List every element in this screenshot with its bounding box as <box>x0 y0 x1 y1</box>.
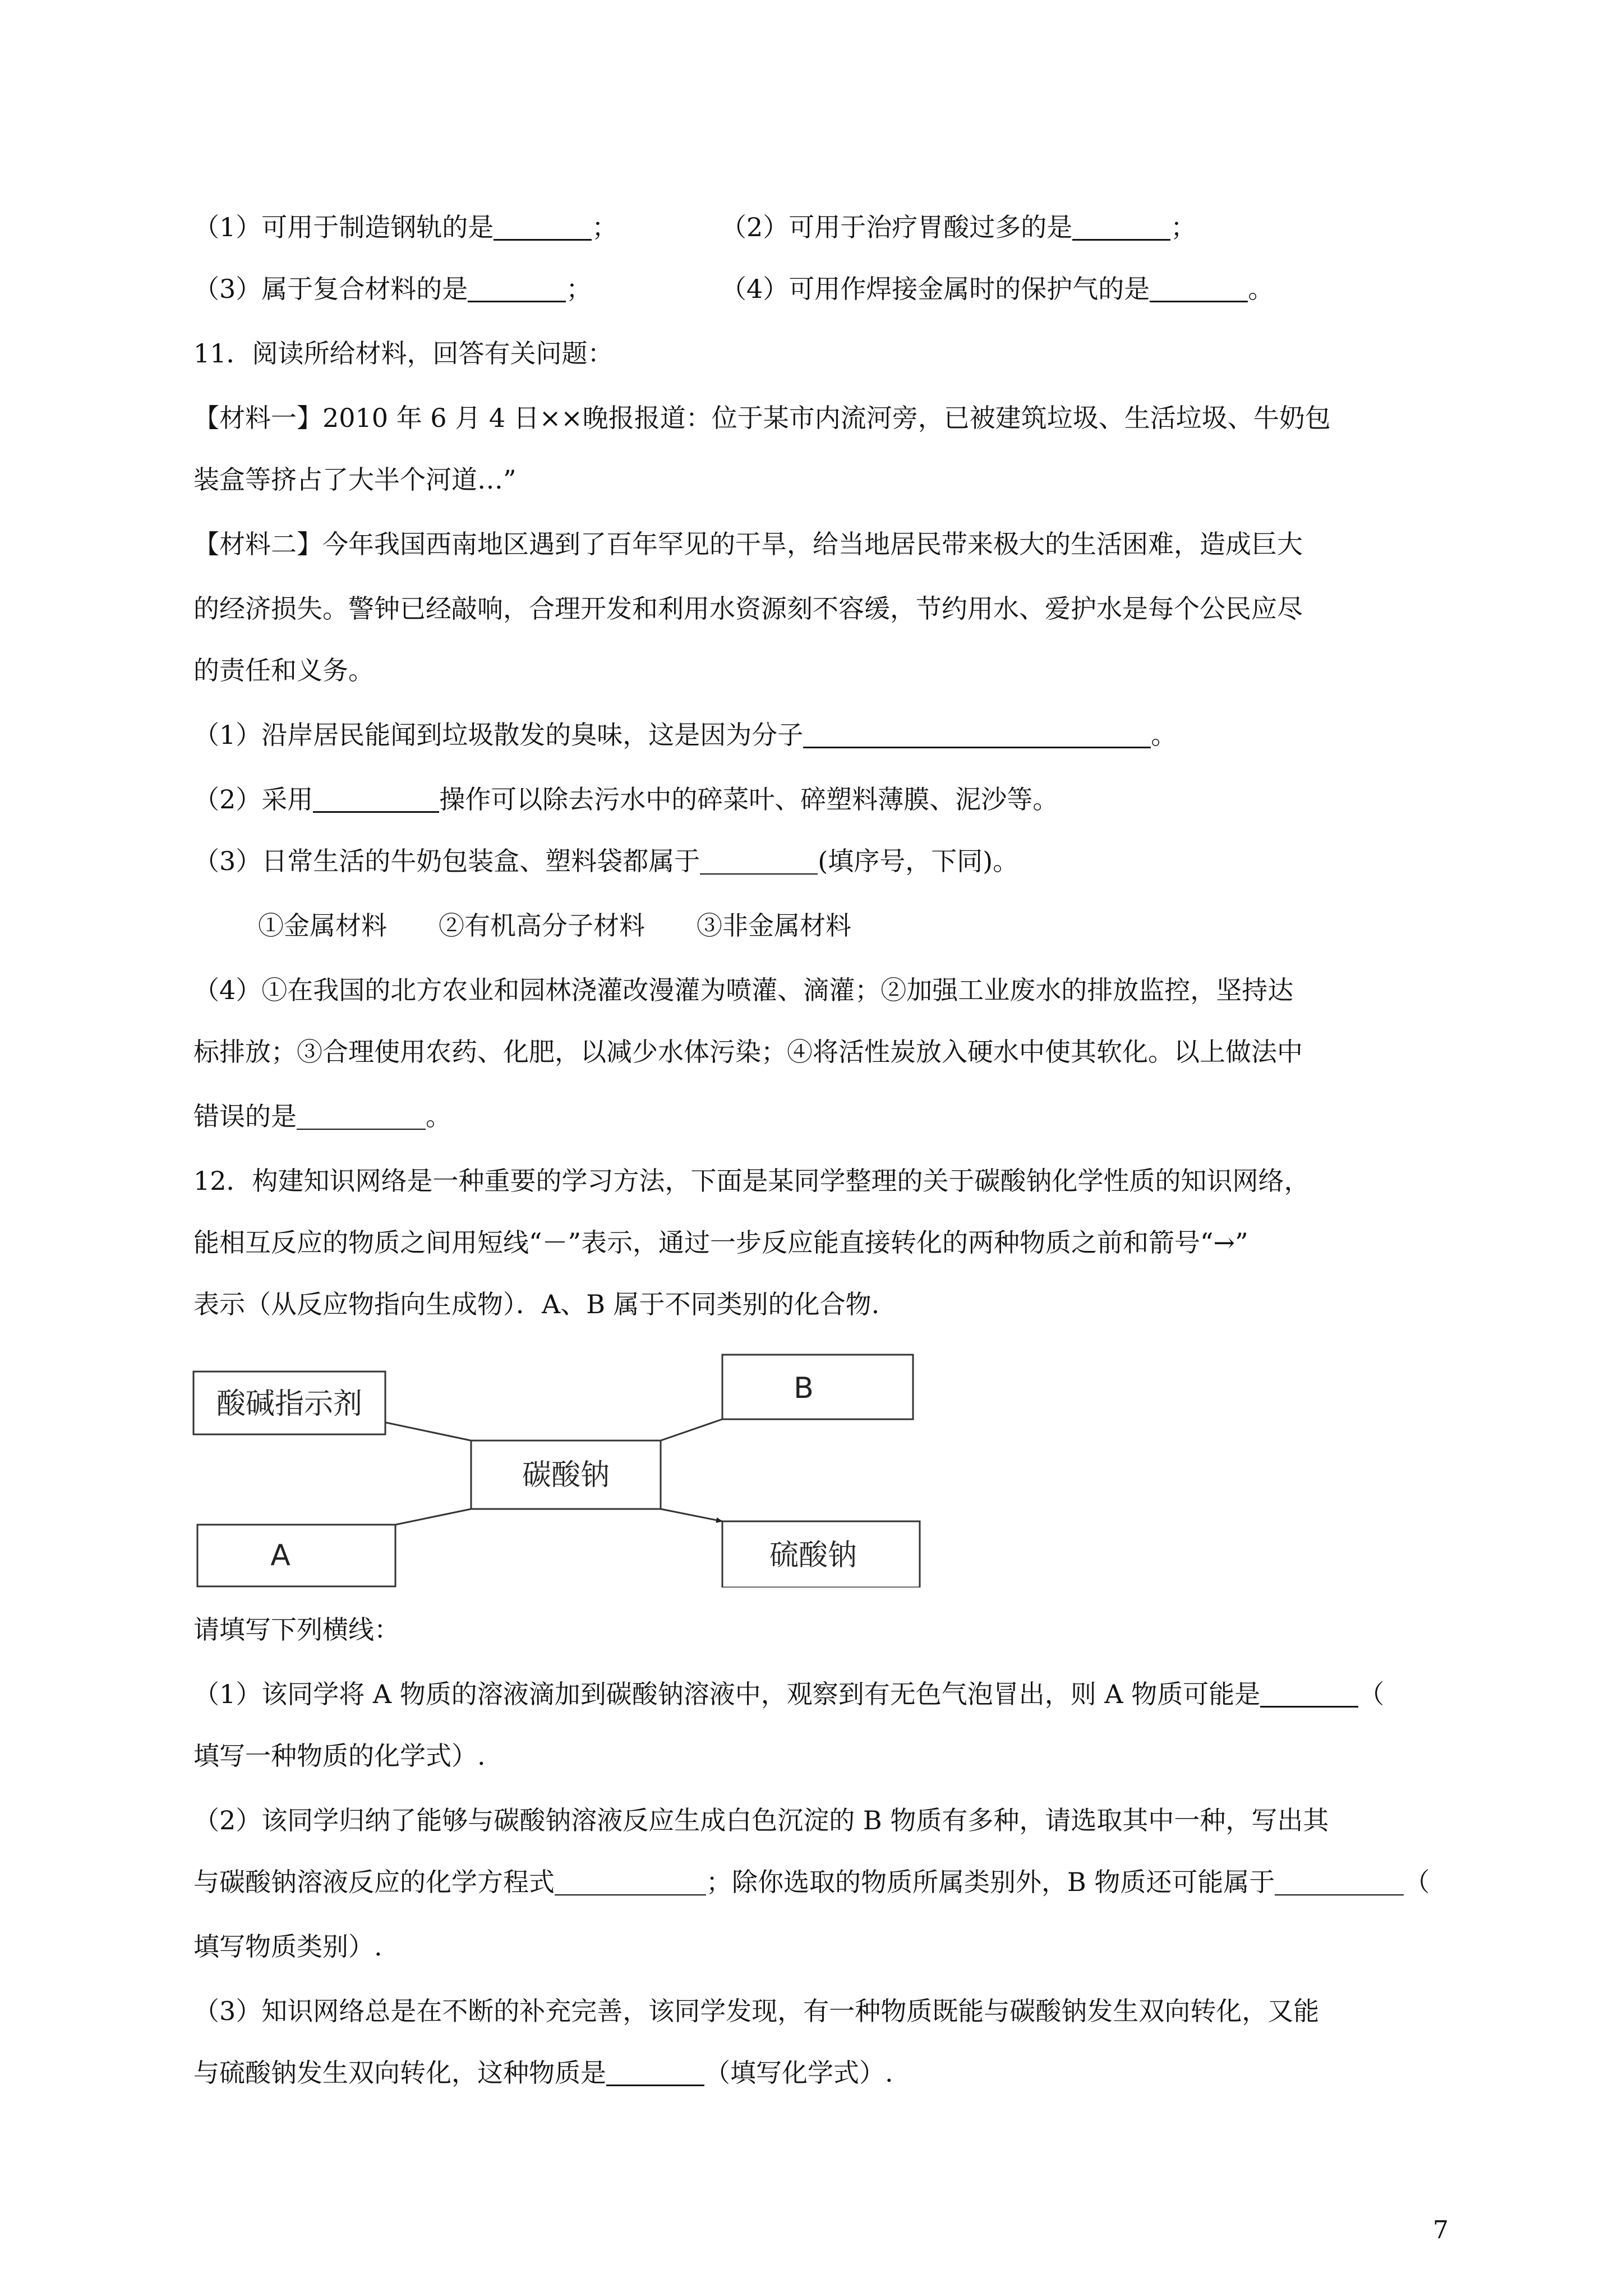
q12-intro-line-1: 12．构建知识网络是一种重要的学习方法，下面是某同学整理的关于碳酸钠化学性质的知识网络， <box>193 1166 1310 1196</box>
q12-blank-1[interactable] <box>1260 1680 1358 1708</box>
q10-item-3-text: （3）属于复合材料的是 <box>193 274 468 304</box>
q10-item-1-text: （1）可用于制造钢轨的是 <box>193 212 494 242</box>
q11-sub-1-end: 。 <box>1151 720 1177 750</box>
q11-blank-2[interactable] <box>313 785 439 813</box>
q11-option-1: ①金属材料 <box>258 910 387 941</box>
q11-sub-4-line-3 <box>193 1101 451 1132</box>
q12-sub-2-text-a: 与碳酸钠溶液反应的化学方程式 <box>193 1867 555 1897</box>
q12-sub-2-end: （ <box>1404 1867 1430 1897</box>
box-product-label: 硫酸钠 <box>769 1539 857 1572</box>
q10-item-4 <box>721 274 1274 305</box>
q10-blank-2[interactable] <box>1072 213 1170 241</box>
q11-options <box>258 910 851 941</box>
q11-option-2: ②有机高分子材料 <box>439 910 645 941</box>
box-center-label: 碳酸钠 <box>522 1458 610 1492</box>
box-a <box>197 1525 395 1586</box>
q11-blank-3[interactable] <box>700 848 818 875</box>
q12-sub-1-line-1 <box>193 1679 1384 1710</box>
q12-sub-3-line-2 <box>193 2058 893 2088</box>
q11-sub-3-text-a: （3）日常生活的牛奶包装盒、塑料袋都属于 <box>193 846 700 876</box>
q10-blank-1[interactable] <box>494 213 592 241</box>
q12-blank-4[interactable] <box>606 2059 704 2086</box>
link-a-center <box>395 1509 471 1525</box>
q12-sub-2-line-1: （2）该同学归纳了能够与碳酸钠溶液反应生成白色沉淀的 B 物质有多种，请选取其中一种，写出其 <box>193 1805 1329 1835</box>
box-b-label: B <box>794 1372 814 1405</box>
q10-item-2-end: ； <box>1170 212 1197 242</box>
q11-sub-4-text: 错误的是 <box>193 1101 297 1131</box>
q10-blank-3[interactable] <box>468 275 566 302</box>
q11-blank-1[interactable] <box>803 721 1151 748</box>
q11-sub-1 <box>193 720 1177 751</box>
q11-sub-2 <box>193 784 1058 815</box>
q12-blank-3[interactable] <box>1275 1869 1404 1895</box>
q11-material-1-line-1: 【材料一】2010 年 6 月 4 日××晚报报道：位于某市内流河旁，已被建筑垃圾、生活垃圾、牛奶包 <box>193 403 1331 433</box>
q11-sub-4-line-2: 标排放；③合理使用农药、化肥，以减少水体污染；④将活性炭放入硬水中使其软化。以上做法中 <box>193 1037 1303 1067</box>
q12-sub-2-text-b: ；除你选取的物质所属类别外，B 物质还可能属于 <box>706 1867 1275 1897</box>
q12-sub-1-end: （ <box>1358 1679 1385 1709</box>
q12-sub-1-line-2: 填写一种物质的化学式）. <box>193 1741 486 1771</box>
box-indicator <box>193 1372 385 1434</box>
q11-sub-2-text-a: （2）采用 <box>193 784 313 815</box>
q12-sub-2-line-2 <box>193 1867 1430 1898</box>
knowledge-network-diagram <box>191 1341 937 1588</box>
q10-item-2-text: （2）可用于治疗胃酸过多的是 <box>721 212 1073 242</box>
link-center-b <box>661 1419 722 1441</box>
box-b <box>722 1355 913 1419</box>
q11-material-2-line-3: 的责任和义务。 <box>193 655 374 685</box>
arrow-center-to-product <box>661 1509 722 1521</box>
box-product <box>722 1521 920 1588</box>
q10-item-1 <box>193 212 617 243</box>
q12-fill-prompt: 请填写下列横线： <box>193 1614 400 1645</box>
q12-sub-2-line-3: 填写物质类别）. <box>193 1931 382 1962</box>
q12-blank-2[interactable] <box>555 1869 706 1895</box>
q11-sub-3-text-b: (填序号，下同)。 <box>818 846 1019 876</box>
q11-sub-3 <box>193 846 1018 877</box>
q11-material-2-line-2: 的经济损失。警钟已经敲响，合理开发和利用水资源刻不容缓，节约用水、爱护水是每个公民应尽 <box>193 593 1303 624</box>
q12-intro-line-2: 能相互反应的物质之间用短线“－”表示，通过一步反应能直接转化的两种物质之前和箭号“→” <box>193 1227 1248 1258</box>
q11-material-1-line-2: 装盒等挤占了大半个河道…” <box>193 464 517 495</box>
q11-material-2-line-1: 【材料二】今年我国西南地区遇到了百年罕见的干旱，给当地居民带来极大的生活困难，造成巨大 <box>193 529 1303 559</box>
box-a-label: A <box>270 1539 291 1572</box>
q10-item-3 <box>193 274 592 305</box>
q10-item-4-end: 。 <box>1248 274 1274 304</box>
q12-sub-1-text: （1）该同学将 A 物质的溶液滴加到碳酸钠溶液中，观察到有无色气泡冒出，则 A 物质可能是 <box>193 1679 1261 1709</box>
q10-item-4-text: （4）可用作焊接金属时的保护气的是 <box>721 274 1150 304</box>
q12-sub-3-line-1: （3）知识网络总是在不断的补充完善，该同学发现，有一种物质既能与碳酸钠发生双向转化，又能 <box>193 1996 1320 2026</box>
q12-intro-line-3: 表示（从反应物指向生成物）．A、B 属于不同类别的化合物. <box>193 1289 880 1319</box>
q10-item-2 <box>721 212 1196 243</box>
box-indicator-label: 酸碱指示剂 <box>216 1387 363 1421</box>
q11-title: 11．阅读所给材料，回答有关问题： <box>193 338 614 369</box>
q11-blank-4[interactable] <box>297 1103 426 1130</box>
q10-blank-4[interactable] <box>1150 275 1248 302</box>
q12-sub-3-text-b: （填写化学式）. <box>704 2058 893 2088</box>
q12-sub-3-text-a: 与硫酸钠发生双向转化，这种物质是 <box>193 2058 606 2088</box>
page-number: 7 <box>1433 2216 1449 2244</box>
q11-sub-1-text: （1）沿岸居民能闻到垃圾散发的臭味，这是因为分子 <box>193 720 804 750</box>
q11-option-3: ③非金属材料 <box>697 910 851 941</box>
q11-sub-2-text-b: 操作可以除去污水中的碎菜叶、碎塑料薄膜、泥沙等。 <box>439 784 1059 815</box>
q11-sub-4-line-1: （4）①在我国的北方农业和园林浇灌改漫灌为喷灌、滴灌；②加强工业废水的排放监控，坚持达 <box>193 975 1294 1005</box>
q10-item-3-end: ； <box>566 274 592 304</box>
q11-sub-4-end: 。 <box>426 1101 451 1131</box>
box-center <box>471 1441 661 1509</box>
q10-item-1-end: ； <box>592 212 618 242</box>
